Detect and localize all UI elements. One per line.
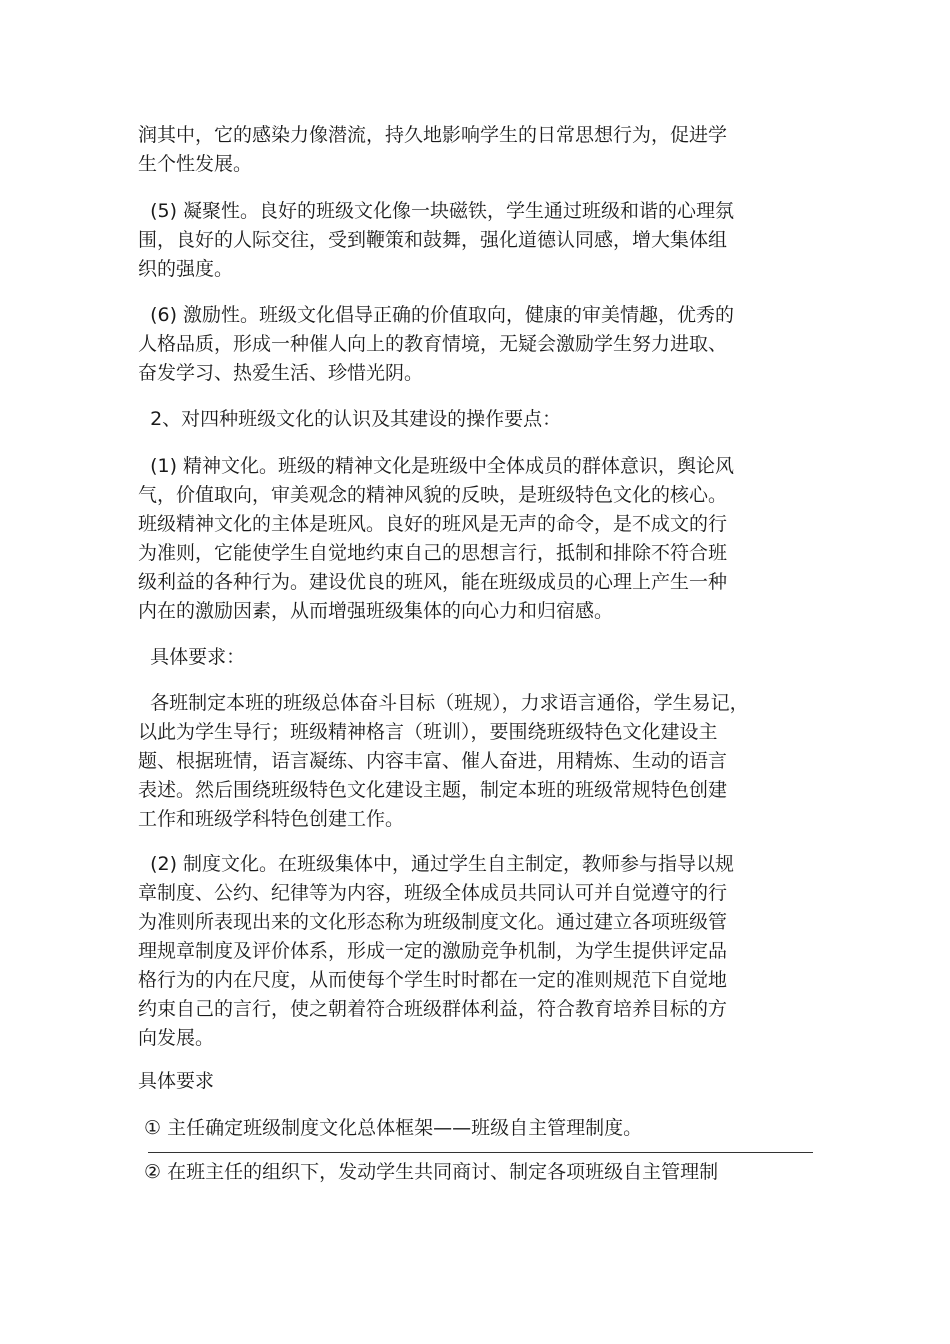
paragraph-motivation: (6) 激励性。班级文化倡导正确的价值取向，健康的审美情趣，优秀的 人格品质，形成一种催人向上的教育情境，无疑会激励学生努力进取、 奋发学习、热爱生活、珍惜光阴。 <box>138 304 735 384</box>
list-item-2: ② 在班主任的组织下，发动学生共同商讨、制定各项班级自主管理制 <box>138 1161 719 1183</box>
paragraph-class-goals: 各班制定本班的班级总体奋斗目标（班规），力求语言通俗，学生易记， 以此为学生导行；班级精神格言（班训），要围绕班级特色文化建设主 题、根据班情，语言凝练、内容丰富、催人奋进，用精炼、生动的语言 表述。然后围绕班级特色文化建设主题，制定本班的班级常规特色创建 工作和班级学科特色创建工作。 <box>138 692 749 830</box>
requirements-label-2: 具体要求 <box>138 1070 215 1092</box>
paragraph-continuation: 润其中，它的感染力像潜流，持久地影响学生的日常思想行为，促进学 生个性发展。 <box>138 124 728 175</box>
paragraph-spiritual-culture: (1) 精神文化。班级的精神文化是班级中全体成员的群体意识，舆论风 气，价值取向，审美观念的精神风貌的反映，是班级特色文化的核心。 班级精神文化的主体是班风。良好的班风是无声的命令，是不成文的行 为准则，它能使学生自觉地约束自己的思想言行，抵制和排除不符合班 级利益的各种行为。建设优良的班风，能在班级成员的心理上产生一种 内在的激励因素，从而增强班级集体的向心力和归宿感。 <box>138 455 735 622</box>
paragraph-cohesion: (5) 凝聚性。良好的班级文化像一块磁铁，学生通过班级和谐的心理氛 围，良好的人际交往，受到鞭策和鼓舞，强化道德认同感，增大集体组 织的强度。 <box>138 200 735 280</box>
list-item-1: ① 主任确定班级制度文化总体框架——班级自主管理制度。 <box>138 1117 643 1139</box>
section-heading: 2、对四种班级文化的认识及其建设的操作要点： <box>138 408 562 430</box>
requirements-label-1: 具体要求： <box>138 646 246 668</box>
paragraph-system-culture: (2) 制度文化。在班级集体中，通过学生自主制定，教师参与指导以规 章制度、公约、纪律等为内容，班级全体成员共同认可并自觉遵守的行 为准则所表现出来的文化形态称为班级制度文化。通过建立各项班级管 理规章制度及评价体系，形成一定的激励竞争机制，为学生提供评定品 格行为的内在尺度，从而使每个学生时时都在一定的准则规范下自觉地 约束自己的言行，使之朝着符合班级群体利益，符合教育培养目标的方 向发展。 <box>138 853 735 1049</box>
horizontal-rule <box>148 1152 813 1153</box>
